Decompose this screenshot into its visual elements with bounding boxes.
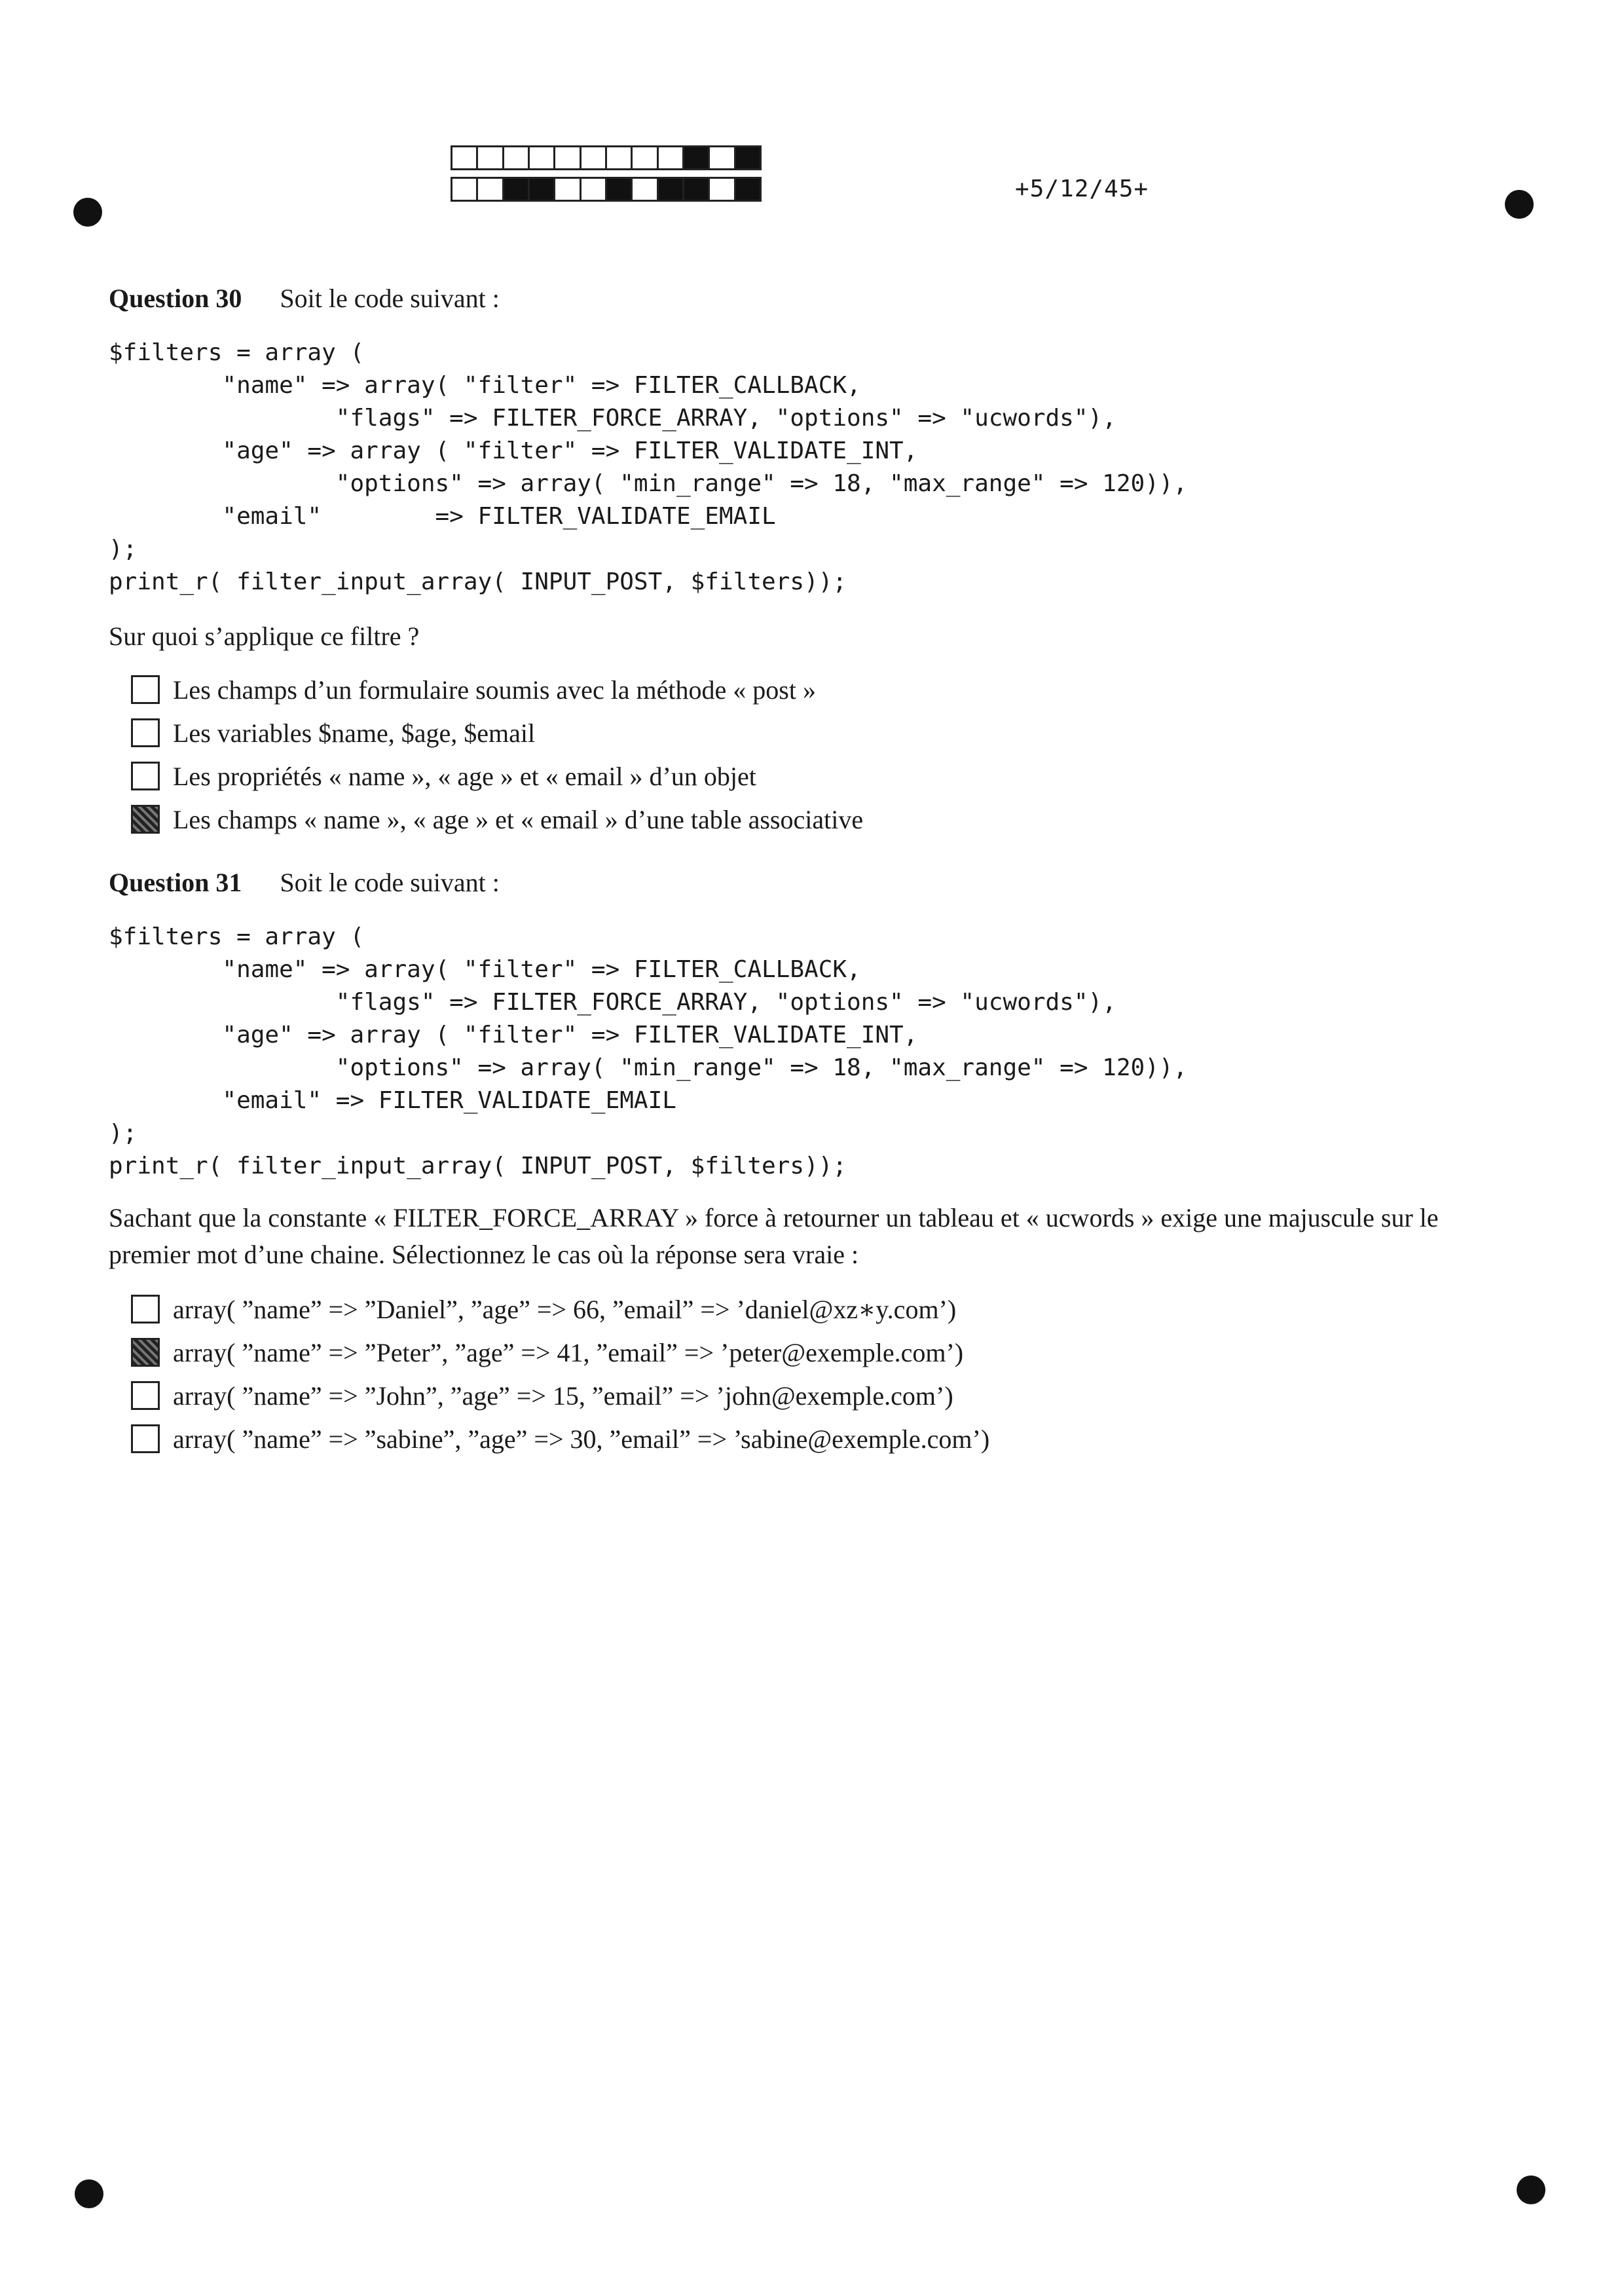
id-cell [657, 145, 684, 170]
question-30-answers [131, 668, 863, 841]
answer-checkbox[interactable] [131, 1338, 160, 1367]
answer-option[interactable] [131, 1331, 989, 1374]
id-cell [451, 145, 478, 170]
id-cell [605, 145, 633, 170]
answer-option[interactable] [131, 711, 863, 754]
answer-checkbox[interactable] [131, 805, 160, 834]
id-cell [708, 145, 735, 170]
registration-mark-bottom-right [1517, 2176, 1545, 2204]
answer-text: array( ”name” => ”Peter”, ”age” => 41, ”email” => ’peter@exemple.com’) [173, 1337, 964, 1367]
answer-checkbox[interactable] [131, 762, 160, 790]
id-cell [682, 145, 710, 170]
question-30-prompt: Sur quoi s’applique ce filtre ? [109, 621, 420, 651]
id-cell [553, 145, 581, 170]
id-cell [502, 177, 530, 202]
question-31-code: $filters = array ( "name" => array( "filter" => FILTER_CALLBACK, "flags" => FILTER_FORCE_ARRAY, "options" => "ucwords"), "age" => array ( "filter" => FILTER_VALIDATE_INT, "options" => array( "min_range" => 18, "max_range" => 120)), "email" => FILTER_VALIDATE_EMAIL ); print_r( filter_input_array( INPUT_POST, $filters)); [109, 923, 1188, 1179]
question-31-prompt: Sachant que la constante « FILTER_FORCE_ARRAY » force à retourner un tableau et « ucwords » exige une majuscule sur le premier mot d’une chaine. Sélectionnez le cas où la réponse sera vraie : [109, 1203, 1439, 1269]
page-code: +5/12/45+ [1015, 176, 1149, 202]
answer-text: Les champs d’un formulaire soumis avec la méthode « post » [173, 675, 816, 705]
registration-mark-bottom-left [75, 2179, 103, 2208]
registration-mark-top-left [73, 198, 102, 227]
id-cell [476, 177, 504, 202]
answer-option[interactable] [131, 798, 863, 841]
answer-text: array( ”name” => ”sabine”, ”age” => 30, ”email” => ’sabine@exemple.com’) [173, 1424, 990, 1454]
id-cell [476, 145, 504, 170]
answer-text: Les variables $name, $age, $email [173, 718, 536, 748]
id-box-row-1 [451, 145, 760, 170]
answer-option[interactable] [131, 668, 863, 711]
id-cell [528, 145, 555, 170]
answer-checkbox[interactable] [131, 1424, 160, 1453]
answer-option[interactable] [131, 1374, 989, 1417]
answer-option[interactable] [131, 1287, 989, 1331]
id-cell [734, 145, 762, 170]
answer-checkbox[interactable] [131, 675, 160, 704]
id-cell [682, 177, 710, 202]
id-cell [580, 145, 607, 170]
id-cell [631, 145, 658, 170]
id-box-row-2 [451, 177, 760, 202]
answer-text: array( ”name” => ”John”, ”age” => 15, ”email” => ’john@exemple.com’) [173, 1380, 953, 1411]
id-cell [553, 177, 581, 202]
question-31-answers [131, 1287, 989, 1460]
question-30-label: Question 30 [109, 284, 242, 313]
id-cell [580, 177, 607, 202]
answer-text: Les champs « name », « age » et « email » d’une table associative [173, 804, 864, 834]
id-cell [502, 145, 530, 170]
id-cell [605, 177, 633, 202]
id-cell [528, 177, 555, 202]
registration-mark-top-right [1505, 190, 1534, 219]
answer-text: Les propriétés « name », « age » et « email » d’un objet [173, 761, 756, 791]
question-31-label: Question 31 [109, 868, 242, 897]
id-cell [708, 177, 735, 202]
answer-checkbox[interactable] [131, 1295, 160, 1324]
question-30-intro: Soit le code suivant : [280, 284, 500, 313]
answer-checkbox[interactable] [131, 1381, 160, 1410]
id-cell [451, 177, 478, 202]
answer-text: array( ”name” => ”Daniel”, ”age” => 66, ”email” => ’daniel@xz∗y.com’) [173, 1294, 957, 1324]
question-31-intro: Soit le code suivant : [280, 868, 500, 897]
id-cell [631, 177, 658, 202]
question-30-header [109, 283, 500, 314]
id-cell [657, 177, 684, 202]
answer-option[interactable] [131, 754, 863, 798]
question-31-header [109, 867, 500, 898]
question-30-code: $filters = array ( "name" => array( "filter" => FILTER_CALLBACK, "flags" => FILTER_FORCE_ARRAY, "options" => "ucwords"), "age" => array ( "filter" => FILTER_VALIDATE_INT, "options" => array( "min_range" => 18, "max_range" => 120)), "email" => FILTER_VALIDATE_EMAIL ); print_r( filter_input_array( INPUT_POST, $filters)); [109, 339, 1188, 595]
answer-option[interactable] [131, 1417, 989, 1460]
id-cell [734, 177, 762, 202]
answer-checkbox[interactable] [131, 718, 160, 747]
